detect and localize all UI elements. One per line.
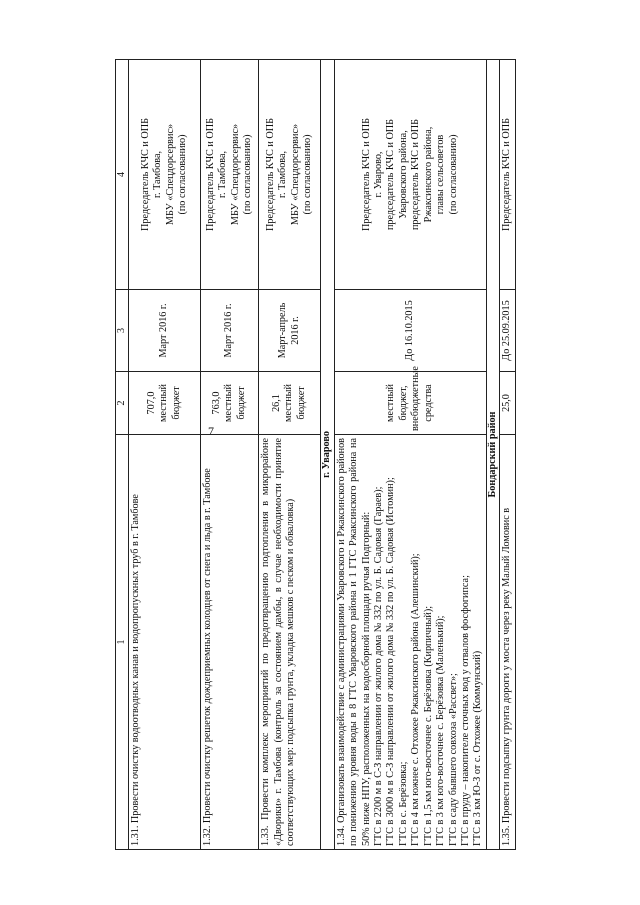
- description-line: ГТС в 1,5 км юго-восточнее с. Берёзовка (Кирпичный);: [422, 605, 434, 846]
- funding-cell: [334, 366, 486, 435]
- responsible-line: председатель КЧС и ОПБ: [385, 118, 397, 231]
- responsible-line: МБУ «Спецдорсервис»: [164, 123, 176, 226]
- description-line: ГТС в 4 км южнее с. Отхожее Ржаксинского района (Алешинский);: [410, 553, 422, 846]
- section-title-bondarsky: Бондарский район: [486, 60, 499, 850]
- responsible-line: г. Уварово,: [372, 151, 384, 198]
- responsible-line: председатель КЧС и ОПБ: [410, 118, 422, 231]
- table-row: [259, 60, 321, 850]
- description-line: ГТС в 3000 м в С-З направлении от жилого дома № 332 по ул. Б. Садовая (Истомин);: [385, 477, 397, 846]
- responsible-line: (по согласованию): [242, 134, 254, 215]
- deadline: До 16.10.2015: [334, 290, 486, 372]
- responsible-cell: [129, 60, 201, 290]
- funding-source: внебюджетные: [410, 366, 422, 431]
- measures-table: [115, 59, 516, 850]
- deadline: Март 2016 г.: [129, 290, 201, 372]
- description-line: ГТС в с. Берёзовка;: [397, 761, 409, 846]
- responsible-line: Председатель КЧС и ОПБ: [264, 118, 276, 231]
- funding-cell: [259, 372, 321, 435]
- section-row: [486, 60, 499, 850]
- responsible-line: г. Тамбова,: [152, 150, 164, 199]
- header-col-1: 1: [116, 435, 129, 850]
- responsible-cell: [201, 60, 259, 290]
- description-line: ГТС в саду бывшего совхоза «Рассвет»;: [447, 673, 459, 846]
- funding-source: средства: [422, 384, 434, 422]
- table-row: [500, 60, 515, 850]
- measure-description: 1.31. Провести очистку водоотводных канав и водопропускных труб в г. Тамбове: [129, 435, 201, 850]
- responsible-line: Уваровского района,: [397, 130, 409, 219]
- rotated-table-container: [115, 60, 547, 850]
- funding-cell: [201, 372, 259, 435]
- header-col-4: 4: [116, 60, 129, 290]
- funding-source: бюджет: [170, 386, 182, 420]
- measure-description: 1.32. Провести очистку решеток дождеприемных колодцев от снега и льда в г. Тамбове: [201, 435, 259, 850]
- funding-source: местный: [283, 384, 295, 422]
- responsible-line: (по согласованию): [302, 134, 314, 215]
- responsible-line: МБУ «Спецдорсервис»: [229, 123, 241, 226]
- deadline-line: 2016 г.: [289, 316, 301, 345]
- funding-amount: 707,0: [146, 391, 158, 415]
- responsible-line: (по согласованию): [447, 134, 459, 215]
- funding-source: местный: [223, 384, 235, 422]
- table-row: [201, 60, 259, 850]
- responsible-line: (по согласованию): [177, 134, 189, 215]
- responsible-line: главы сельсоветов: [435, 134, 447, 215]
- responsible-line: Председатель КЧС и ОПБ: [360, 118, 372, 231]
- funding-amount: 25,0: [500, 372, 515, 435]
- header-col-2: 2: [116, 372, 129, 435]
- description-line: 1.34. Организовать взаимодействие с администрациями Уваровского и Ржаксинского районов по понижению уровня воды в 8 ГТС Уваровского района и 1 ГТС Ржаксинского района на 50% ниже НПУ, расположенных на водосборной площади ручья Подгорный:: [335, 438, 372, 846]
- header-col-3: 3: [116, 290, 129, 372]
- deadline: Март 2016 г.: [201, 290, 259, 372]
- table-row: [334, 60, 486, 850]
- deadline-line: Март-апрель: [277, 302, 289, 359]
- page-number: 7: [208, 424, 214, 438]
- table-row: [129, 60, 201, 850]
- deadline: До 25.09.2015: [500, 290, 515, 372]
- deadline-cell: [259, 290, 321, 372]
- description-line: ГТС в пруду – накопителе сточных вод у отвалов фосфогипса;: [460, 575, 471, 846]
- responsible-line: Председатель КЧС и ОПБ: [500, 60, 515, 290]
- section-title-uvarovo: г. Уварово: [321, 60, 334, 850]
- responsible-line: Ржаксинского района,: [422, 126, 434, 223]
- funding-source: бюджет: [235, 386, 247, 420]
- description-line: ГТС в 2200 м в С-З направлении от жилого дома № 332 по ул. Б. Садовая (Гараев);: [372, 486, 384, 846]
- responsible-line: Председатель КЧС и ОПБ: [204, 118, 216, 231]
- responsible-line: г. Тамбова,: [217, 150, 229, 199]
- responsible-cell: [334, 60, 486, 290]
- measure-description: 1.35. Провести подсыпку грунта дороги у моста через реку Малый Ломовис в: [500, 435, 515, 850]
- measure-description: [334, 435, 486, 850]
- funding-source: местный: [385, 384, 397, 422]
- responsible-line: МБУ «Спецдорсервис»: [289, 123, 301, 226]
- measure-description: 1.33. Провести комплекс мероприятий по предотвращению подтопления в микрорайоне «Дворики» г. Тамбова (контроль за состоянием дамбы, в случае необходимости принятие соответствующих мер: подсыпка грунта, укладка мешков с песком и обваловка): [259, 435, 321, 850]
- header-row: [116, 60, 129, 850]
- funding-source: бюджет,: [397, 385, 409, 421]
- funding-amount: 763,0: [211, 391, 223, 415]
- section-row: [321, 60, 334, 850]
- funding-amount: 26,1: [271, 394, 283, 412]
- funding-source: бюджет: [295, 386, 307, 420]
- funding-source: местный: [158, 384, 170, 422]
- description-line: ГТС в 3 км юго-восточнее с. Берёзовка (Маленький);: [435, 615, 447, 846]
- responsible-line: Председатель КЧС и ОПБ: [139, 118, 151, 231]
- description-line: ГТС в 3 км Ю-З от с. Отхожее (Коммунский): [472, 650, 484, 846]
- responsible-cell: [259, 60, 321, 290]
- responsible-line: г. Тамбова,: [277, 150, 289, 199]
- funding-cell: [129, 372, 201, 435]
